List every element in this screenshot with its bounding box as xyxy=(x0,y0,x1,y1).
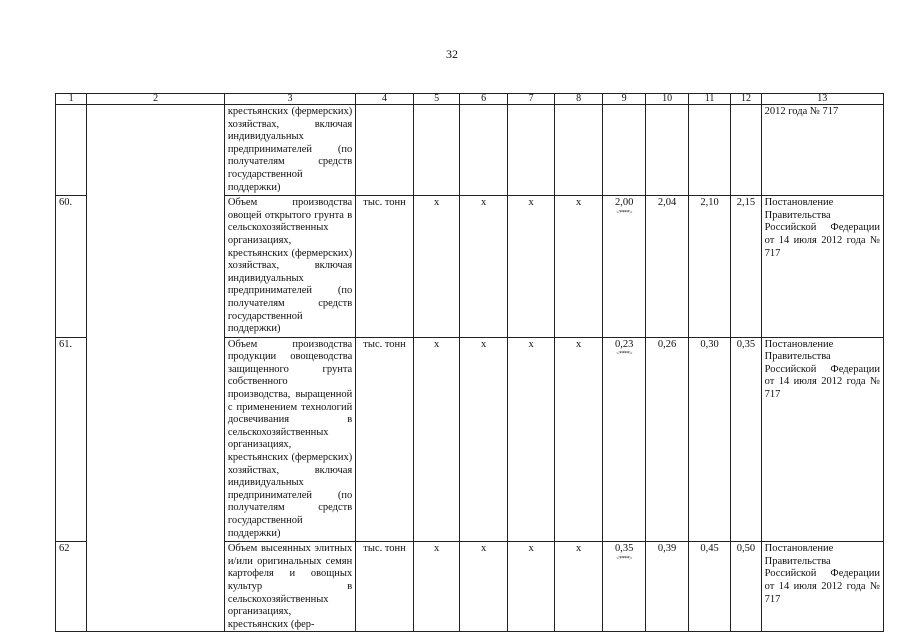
value-cell xyxy=(602,337,645,542)
indicator-name: Объем высеянных элитных и/или оригинальных семян картофеля и овощных культур в сельскохозяйственных организациях, крестьянских (фер- xyxy=(224,542,355,632)
value-text: 0,23 xyxy=(614,338,634,350)
header-cell: 2 xyxy=(87,94,224,105)
value-cell: 0,30 xyxy=(688,337,730,542)
unit: тыс. тонн xyxy=(356,196,414,338)
value-cell: х xyxy=(460,337,508,542)
value-cell: х xyxy=(507,196,555,338)
header-cell: 7 xyxy=(507,94,555,105)
value-cell xyxy=(555,105,603,196)
value-cell: х xyxy=(555,337,603,542)
value-cell xyxy=(731,105,761,196)
header-cell: 13 xyxy=(761,94,883,105)
value-cell xyxy=(602,105,645,196)
header-cell: 5 xyxy=(413,94,460,105)
row-number: 61. xyxy=(56,337,87,542)
page-number: 32 xyxy=(446,47,458,61)
value-cell: 0,39 xyxy=(646,542,688,632)
value-cell: х xyxy=(413,196,460,338)
value-cell: х xyxy=(460,542,508,632)
indicator-name: Объем производства продукции овощеводства защищенного грунта собственного производства, выращенной с применением технологий досвечивания в сельскохозяйственных организациях, крестьянских (фермерских) хозяйствах, включая индивидуальных предпринимателей (по получателям средств государственной поддержки) xyxy=(224,337,355,542)
header-cell: 12 xyxy=(731,94,761,105)
column-number-header xyxy=(56,94,884,105)
value-cell: 0,45 xyxy=(688,542,730,632)
value-cell: х xyxy=(413,542,460,632)
value-cell: х xyxy=(555,542,603,632)
value-cell: 0,26 xyxy=(646,337,688,542)
value-cell: 0,35 xyxy=(731,337,761,542)
legal-source: Постановление Правительства Российской Федерации от 14 июля 2012 года № 717 xyxy=(761,542,883,632)
legal-source: 2012 года № 717 xyxy=(761,105,883,196)
value-cell xyxy=(646,105,688,196)
table-row xyxy=(56,105,884,196)
legal-source: Постановление Правительства Российской Федерации от 14 июля 2012 года № 717 xyxy=(761,196,883,338)
indicators-table xyxy=(55,93,884,632)
unit xyxy=(356,105,414,196)
value-cell xyxy=(602,196,645,338)
value-cell xyxy=(688,105,730,196)
row-number xyxy=(56,105,87,196)
header-cell: 3 xyxy=(224,94,355,105)
value-cell xyxy=(507,105,555,196)
row-number: 60. xyxy=(56,196,87,338)
value-cell: х xyxy=(507,542,555,632)
header-cell: 11 xyxy=(688,94,730,105)
value-cell: 0,50 xyxy=(731,542,761,632)
value-cell: 2,04 xyxy=(646,196,688,338)
value-text: 0,35 xyxy=(614,543,634,555)
unit: тыс. тонн xyxy=(356,337,414,542)
header-cell: 6 xyxy=(460,94,508,105)
header-cell: 10 xyxy=(646,94,688,105)
value-cell xyxy=(602,542,645,632)
legal-source: Постановление Правительства Российской Федерации от 14 июля 2012 года № 717 xyxy=(761,337,883,542)
value-cell: х xyxy=(507,337,555,542)
footnote-mark: <****> xyxy=(616,351,633,358)
header-cell: 1 xyxy=(56,94,87,105)
value-cell: 2,15 xyxy=(731,196,761,338)
value-cell: х xyxy=(460,196,508,338)
value-text: 2,00 xyxy=(614,197,634,209)
header-cell: 4 xyxy=(356,94,414,105)
row-number: 62 xyxy=(56,542,87,632)
footnote-mark: <****> xyxy=(616,209,633,216)
value-cell: х xyxy=(555,196,603,338)
footnote-mark: <****> xyxy=(616,555,633,562)
value-cell: х xyxy=(413,337,460,542)
value-cell xyxy=(413,105,460,196)
header-cell: 9 xyxy=(602,94,645,105)
goal-cell xyxy=(87,105,224,632)
indicator-name: крестьянских (фермерских) хозяйствах, включая индивидуальных предпринимателей (по получателям средств государственной поддержки) xyxy=(224,105,355,196)
unit: тыс. тонн xyxy=(356,542,414,632)
value-cell: 2,10 xyxy=(688,196,730,338)
indicator-name: Объем производства овощей открытого грунта в сельскохозяйственных организациях, крестьянских (фермерских) хозяйствах, включая индивидуальных предпринимателей (по получателям средств государственной поддержки) xyxy=(224,196,355,338)
value-cell xyxy=(460,105,508,196)
header-cell: 8 xyxy=(555,94,603,105)
